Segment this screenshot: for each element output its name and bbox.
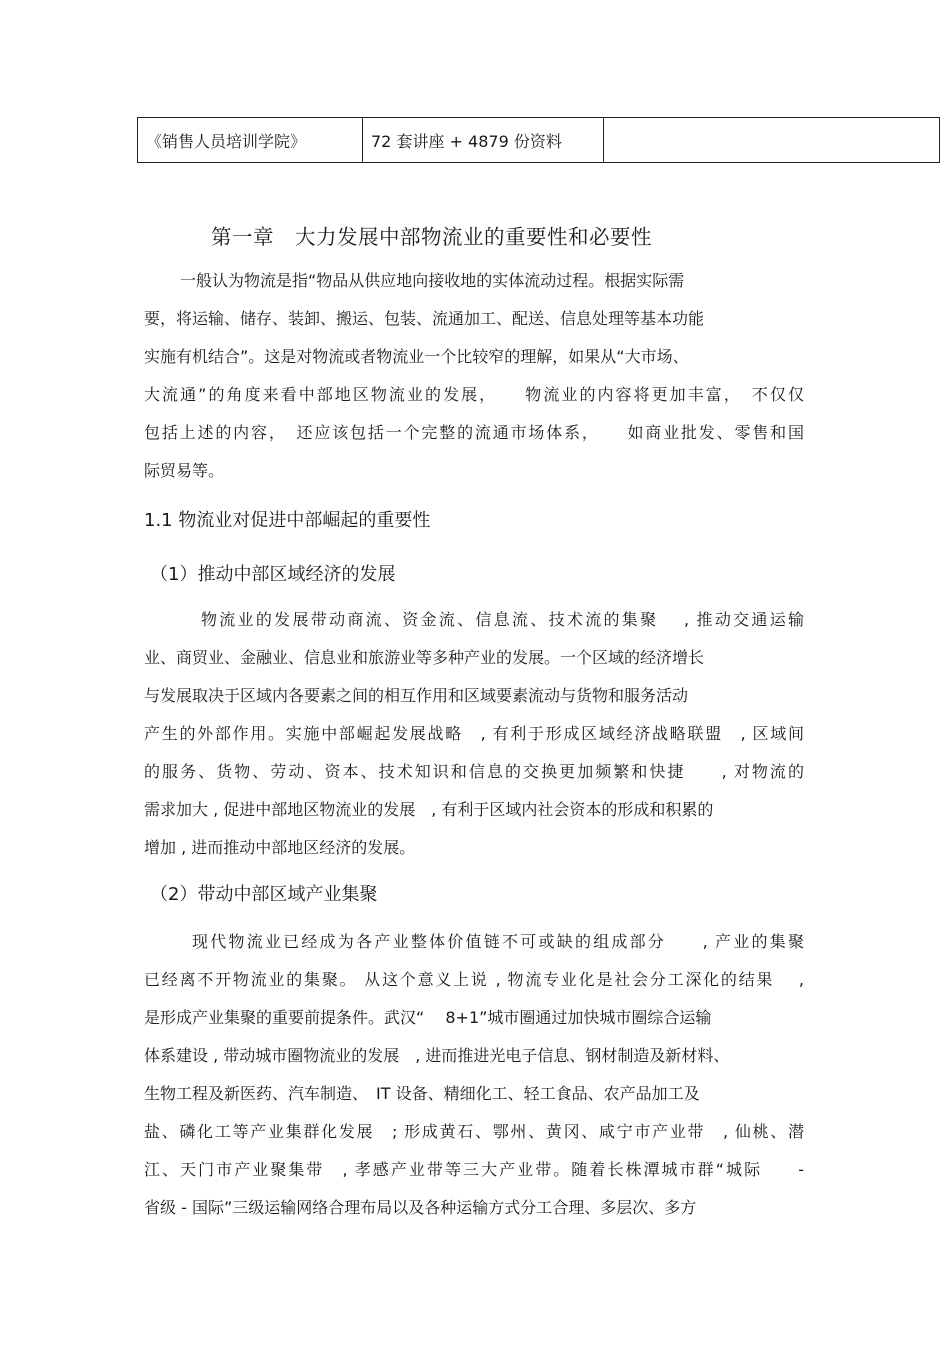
header-table (137, 117, 940, 163)
text-line: 省级 - 国际”三级运输网络合理布局以及各种运输方式分工合理、多层次、多方 (144, 1198, 697, 1217)
subsection-heading: （2）带动中部区域产业集聚 (150, 884, 378, 905)
chapter-title: 第一章 大力发展中部物流业的重要性和必要性 (211, 225, 652, 249)
text-line: 物流业的发展带动商流、资金流、信息流、技术流的集聚 , 推动交通运输 (201, 610, 804, 629)
text-line: 是形成产业集聚的重要前提条件。武汉“ 8+1”城市圈通过加快城市圈综合运输 (144, 1008, 712, 1027)
text-line: 已经离不开物流业的集聚。 从这个意义上说 , 物流专业化是社会分工深化的结果 , (144, 970, 804, 989)
subsection-2-paragraph (144, 923, 804, 1227)
text-line: 包括上述的内容， 还应该包括一个完整的流通市场体系， 如商业批发、零售和国 (144, 423, 804, 442)
text-line: 现代物流业已经成为各产业整体价值链不可或缺的组成部分 , 产业的集聚 (192, 932, 804, 951)
text-line: 生物工程及新医药、汽车制造、 IT 设备、精细化工、轻工食品、农产品加工及 (144, 1084, 700, 1103)
text-line: 江、天门市产业聚集带 , 孝感产业带等三大产业带。随着长株潭城市群“城际 - (144, 1160, 804, 1179)
text-line: 际贸易等。 (144, 461, 225, 480)
text-line: 盐、磷化工等产业集群化发展 ; 形成黄石、鄂州、黄冈、咸宁市产业带 , 仙桃、潜 (144, 1122, 804, 1141)
text-line: 增加 , 进而推动中部地区经济的发展。 (144, 838, 416, 857)
text-line: 需求加大 , 促进中部地区物流业的发展 , 有利于区域内社会资本的形成和积累的 (144, 800, 714, 819)
text-line: 业、商贸业、金融业、信息业和旅游业等多种产业的发展。一个区域的经济增长 (144, 648, 705, 667)
table-cell-content: 72 套讲座 + 4879 份资料 (363, 118, 604, 163)
text-line: 要，将运输、储存、装卸、搬运、包装、流通加工、配送、信息处理等基本功能 (144, 309, 705, 328)
subsection-heading: （1）推动中部区域经济的发展 (150, 564, 396, 585)
table-cell-course: 《销售人员培训学院》 (138, 118, 363, 163)
table-row (138, 118, 940, 163)
text-line: 体系建设 , 带动城市圈物流业的发展 , 进而推进光电子信息、钢材制造及新材料、 (144, 1046, 730, 1065)
text-line: 实施有机结合”。这是对物流或者物流业一个比较窄的理解，如果从“大市场、 (144, 347, 689, 366)
text-line: 大流通”的角度来看中部地区物流业的发展， 物流业的内容将更加丰富， 不仅仅 (144, 385, 804, 404)
table-cell-empty (604, 118, 940, 163)
section-heading: 1.1 物流业对促进中部崛起的重要性 (144, 510, 431, 531)
text-line: 的服务、货物、劳动、资本、技术知识和信息的交换更加频繁和快捷 , 对物流的 (144, 762, 804, 781)
text-line: 产生的外部作用。实施中部崛起发展战略 , 有利于形成区域经济战略联盟 , 区域间 (144, 724, 804, 743)
intro-paragraph (144, 262, 804, 490)
text-line: 与发展取决于区域内各要素之间的相互作用和区域要素流动与货物和服务活动 (144, 686, 689, 705)
text-line: 一般认为物流是指“物品从供应地向接收地的实体流动过程。根据实际需 (180, 271, 685, 290)
subsection-1-paragraph (144, 601, 804, 867)
